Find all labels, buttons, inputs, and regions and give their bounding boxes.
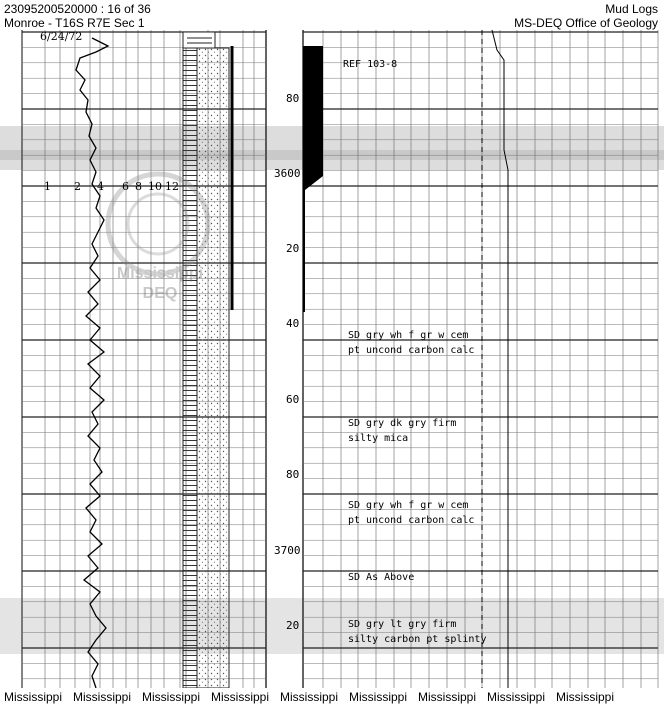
note-line: pt uncond carbon calc [348,515,475,526]
footer-watermark-text: Mississippi [4,690,63,704]
agency-name: MS-DEQ Office of Geology [514,16,658,30]
footer-watermark-text: Mississippi [418,690,477,704]
footer-watermark-text: Mississippi [349,690,408,704]
log-date: 6/24/72 [40,30,83,43]
scan-band [0,598,664,654]
footer-watermark-text: Mississippi [280,690,339,704]
scan-band [0,126,664,170]
document-id: 23095200520000 : 16 of 36 [4,2,151,16]
depth-label: 60 [286,393,300,406]
scale-label: 8 [135,180,142,193]
depth-label: 3600 [274,167,301,180]
reference-label: REF 103-8 [343,59,398,70]
scale-label: 6 [122,180,129,193]
note-line: SD gry dk gry firm [348,418,457,429]
depth-label: 20 [286,619,300,632]
mud-log-sheet [0,30,664,688]
footer-watermarks [0,688,664,705]
depth-label: 40 [286,317,300,330]
gas-show-bar [303,46,323,190]
note-line: SD gry lt gry firm [348,619,457,630]
note-line: SD gry wh f gr w cem [348,330,469,341]
lithology-top-block [183,32,215,48]
note-line: SD gry wh f gr w cem [348,500,469,511]
lithology-sand-column [197,48,229,688]
depth-label: 3700 [274,544,301,557]
lithology-notes [348,330,486,645]
note-line: silty carbon pt splinty [348,634,487,645]
location: Monroe - T16S R7E Sec 1 [4,16,145,30]
scale-label: 1 [44,180,51,193]
scale-label: 2 [74,180,81,193]
scale-label: 4 [97,180,104,193]
watermark-line2: DEQ [142,285,178,302]
document-title: Mud Logs [605,2,658,16]
lithology-hatch-column [183,32,197,688]
note-line: pt uncond carbon calc [348,345,475,356]
depth-label: 80 [286,468,300,481]
footer-watermark-text: Mississippi [487,690,546,704]
footer-watermark-text: Mississippi [211,690,270,704]
footer-watermark-text: Mississippi [556,690,615,704]
footer-watermark-text: Mississippi [142,690,201,704]
depth-labels [274,92,301,632]
note-line: SD As Above [348,572,415,583]
footer-watermark-text: Mississippi [73,690,132,704]
depth-label: 20 [286,242,300,255]
scale-label: 12 [165,180,179,193]
depth-label: 80 [286,92,300,105]
scale-label: 10 [148,180,162,193]
watermark-line1: Mississippi [116,265,204,282]
note-line: silty mica [348,433,409,444]
